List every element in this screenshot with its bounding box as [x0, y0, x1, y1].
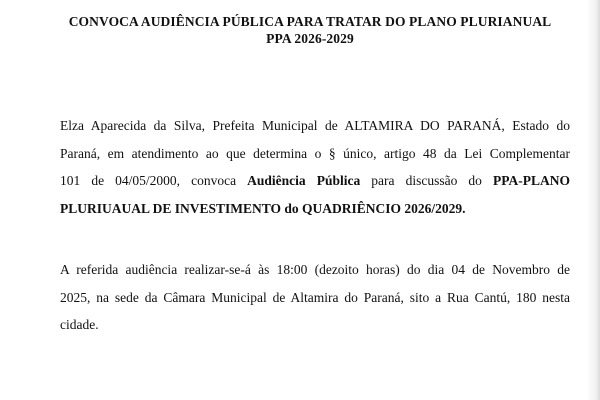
paragraph-1-line-1: Elza Aparecida da Silva, Prefeita Municipal de ALTAMIRA DO PARANÁ, Estado do	[60, 118, 570, 133]
paragraph-2-line-3: cidade.	[60, 317, 99, 332]
audiencia-publica-bold: Audiência Pública	[247, 173, 361, 188]
paragraph-1-line-3-text-b: para discussão do	[360, 173, 493, 188]
ppa-plano-bold: PPA-PLANO	[493, 173, 570, 188]
paragraph-1-line-2: Paraná, em atendimento ao que determina o § único, artigo 48 da Lei Complementar	[60, 145, 570, 161]
paragraph-2-line-2: 2025, na sede da Câmara Municipal de Altamira do Paraná, sito a Rua Cantú, 180 nesta	[60, 289, 570, 305]
document-title-line-1: CONVOCA AUDIÊNCIA PÚBLICA PARA TRATAR DO PLANO PLURIANUAL	[68, 14, 552, 29]
paragraph-2-line-1: A referida audiência realizar-se-á às 18:00 (dezoito horas) do dia 04 de Novembro de	[60, 262, 570, 277]
paragraph-convocation	[60, 112, 570, 222]
paragraph-1-line-3-text-a: 101 de 04/05/2000, convoca	[60, 173, 248, 188]
paragraph-1-line-4	[60, 195, 570, 223]
page-edge-shadow	[586, 0, 600, 400]
document-title-line-2: PPA 2026-2029	[266, 31, 354, 46]
paragraph-1-line-3	[60, 167, 570, 195]
quadriencio-bold: PLURIUAUAL DE INVESTIMENTO do QUADRIÊNCIO 2026/2029.	[60, 200, 466, 216]
paragraph-schedule	[60, 256, 570, 339]
